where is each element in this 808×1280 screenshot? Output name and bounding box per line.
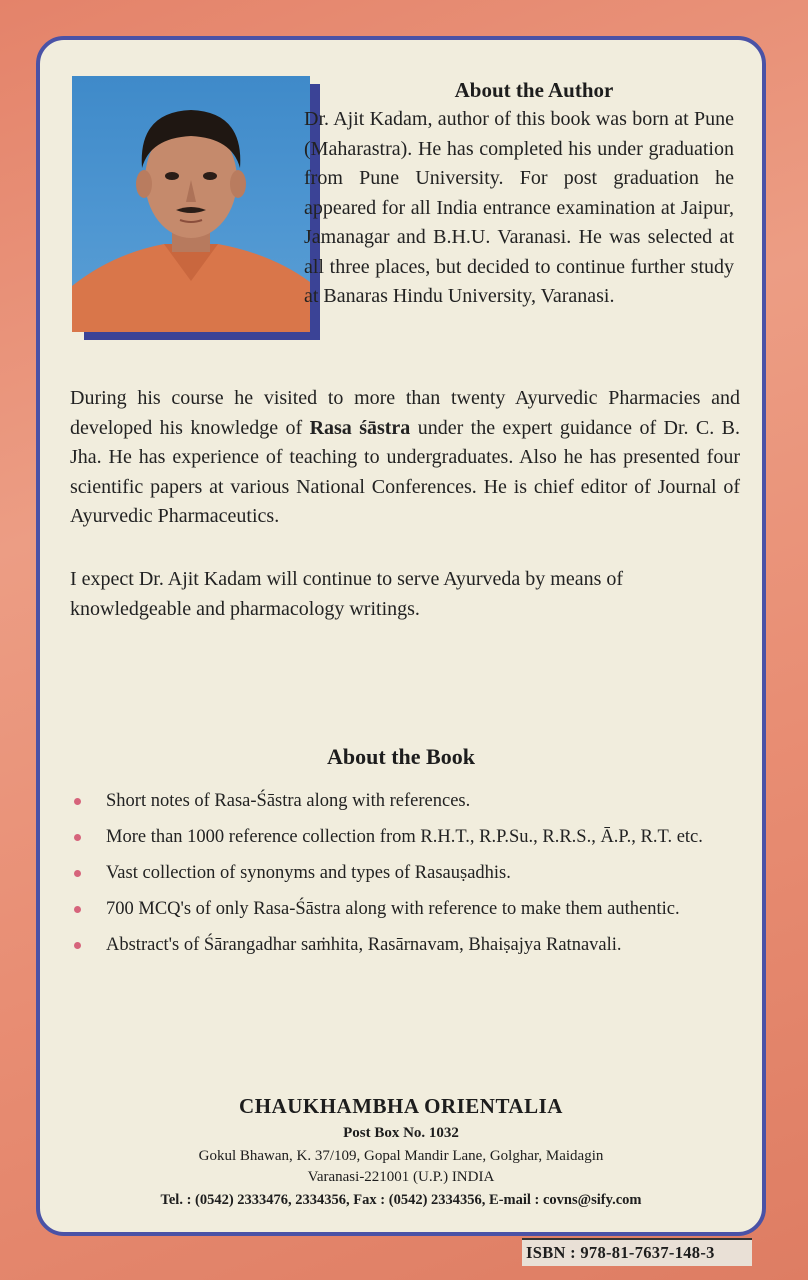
- bullet-icon: [74, 834, 81, 841]
- author-photo: [72, 76, 310, 332]
- about-author-section: [304, 78, 734, 312]
- para2-text-end: under the expert guidance of Dr. C. B. Jha. He has experience of teaching to undergraduates. Also he has presented four scientific papers at various National Conferences. He is chief editor of Journal of Ayurvedic Pharmaceutics.: [70, 416, 740, 527]
- author-bio: Dr. Ajit Kadam, author of this book was born at Pune (Maharastra). He has completed his under graduation from Pune University. For post graduation he appeared for all India entrance examination at Jaipur, Jamanagar and B.H.U. Varanasi. He was selected at all three places, but decided to continue further study at Banaras Hindu University, Varanasi.: [304, 108, 734, 307]
- list-item: [70, 824, 750, 851]
- list-item-text: Vast collection of synonyms and types of Rasauṣadhis.: [106, 863, 511, 883]
- post-box: Post Box No. 1032: [343, 1125, 459, 1141]
- isbn-label: ISBN : 978-81-7637-148-3: [522, 1238, 752, 1266]
- publisher-name: CHAUKHAMBHA ORIENTALIA: [239, 1094, 563, 1118]
- back-cover-panel: [36, 36, 766, 1236]
- list-item-text: 700 MCQ's of only Rasa-Śāstra along with reference to make them authentic.: [106, 899, 680, 919]
- bullet-icon: [74, 870, 81, 877]
- bullet-icon: [74, 942, 81, 949]
- list-item: [70, 860, 750, 887]
- bullet-icon: [74, 798, 81, 805]
- author-course-paragraph: [70, 384, 740, 532]
- contact-line: Tel. : (0542) 2333476, 2334356, Fax : (0542) 2334356, E-mail : covns@sify.com: [160, 1192, 642, 1208]
- author-expectation-paragraph: I expect Dr. Ajit Kadam will continue to serve Ayurveda by means of knowledgeable and pharmacology writings.: [70, 568, 624, 620]
- list-item-text: Abstract's of Śārangadhar saṁhita, Rasārnavam, Bhaiṣajya Ratnavali.: [106, 935, 622, 955]
- rasa-shastra-bold: Rasa śāstra: [309, 416, 411, 439]
- list-item: [70, 932, 750, 959]
- bullet-icon: [74, 906, 81, 913]
- para2-text-start: During his course he visited to more than twenty Ayurvedic Pharmacies and developed his knowledge of: [70, 387, 740, 439]
- address-line-2: Varanasi-221001 (U.P.) INDIA: [307, 1169, 495, 1185]
- book-features-list: [70, 788, 750, 968]
- list-item: [70, 896, 750, 923]
- address-line-1: Gokul Bhawan, K. 37/109, Gopal Mandir Lane, Golghar, Maidagin: [198, 1148, 604, 1164]
- list-item: [70, 788, 750, 815]
- publisher-info: [40, 1094, 762, 1209]
- about-author-heading: About the Author: [454, 78, 614, 102]
- list-item-text: More than 1000 reference collection from R.H.T., R.P.Su., R.R.S., Ā.P., R.T. etc.: [106, 827, 703, 847]
- list-item-text: Short notes of Rasa-Śāstra along with references.: [106, 791, 471, 811]
- about-book-heading: About the Book: [327, 744, 475, 769]
